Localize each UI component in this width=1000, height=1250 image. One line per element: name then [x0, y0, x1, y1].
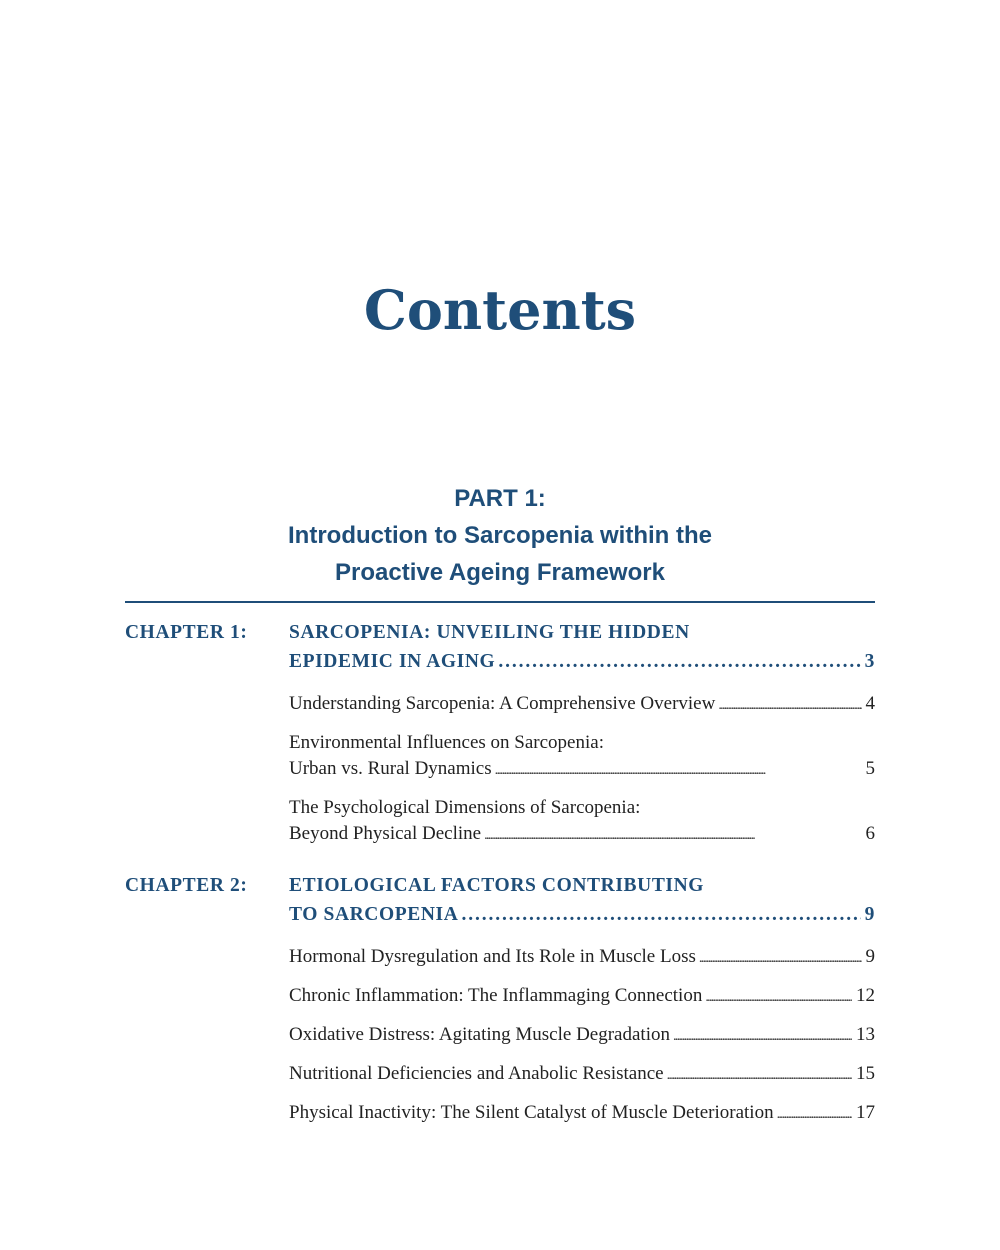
toc-entry[interactable] [289, 944, 875, 972]
toc-entry[interactable] [289, 691, 875, 719]
chapter-label: CHAPTER 1: [125, 622, 248, 643]
entry-page-number: 13 [856, 1024, 875, 1045]
entry-page-number: 4 [865, 693, 875, 714]
entry-title-line-2: Beyond Physical Decline [289, 823, 482, 844]
entry-page-number: 6 [865, 823, 875, 844]
entry-page-number: 5 [865, 758, 875, 779]
chapter-1-entries [289, 691, 875, 860]
toc-entry[interactable] [289, 730, 875, 784]
entry-title: Hormonal Dysregulation and Its Role in Muscle Loss [289, 946, 696, 967]
chapter-title-line-2: EPIDEMIC IN AGING [289, 651, 496, 672]
entry-page-number: 17 [856, 1102, 875, 1123]
page-title: Contents [363, 278, 637, 342]
entry-title: Nutritional Deficiencies and Anabolic Resistance [289, 1063, 664, 1084]
part-label: PART 1: [454, 485, 546, 512]
dot-leader [718, 693, 861, 719]
part-title-line-1: Introduction to Sarcopenia within the [288, 522, 712, 549]
toc-entry[interactable] [289, 1100, 875, 1128]
dot-leader [495, 758, 862, 784]
dot-leader [484, 823, 861, 849]
part-title-line-2: Proactive Ageing Framework [335, 559, 665, 586]
entry-title: Physical Inactivity: The Silent Catalyst of Muscle Deterioration [289, 1102, 774, 1123]
toc-entry[interactable] [289, 983, 875, 1011]
chapter-title-line-1: SARCOPENIA: UNVEILING THE HIDDEN [289, 622, 690, 643]
part-heading [0, 480, 1000, 591]
toc-entry[interactable] [289, 1061, 875, 1089]
entry-title: Oxidative Distress: Agitating Muscle Degradation [289, 1024, 670, 1045]
section-divider [125, 601, 875, 603]
entry-title-line-2: Urban vs. Rural Dynamics [289, 758, 492, 779]
entry-title-line-1: Environmental Influences on Sarcopenia: [289, 732, 604, 753]
chapter-page-number: 9 [864, 904, 875, 925]
entry-title-line-1: The Psychological Dimensions of Sarcopenia: [289, 797, 641, 818]
toc-entry[interactable] [289, 1022, 875, 1050]
chapter-page-number: 3 [864, 651, 875, 672]
entry-title: Understanding Sarcopenia: A Comprehensive Overview [289, 693, 716, 714]
toc-entry[interactable] [289, 795, 875, 849]
chapter-2-entries [289, 944, 875, 1139]
dot-leader [461, 900, 860, 929]
chapter-title-link[interactable] [289, 618, 875, 676]
entry-page-number: 15 [856, 1063, 875, 1084]
chapter-label: CHAPTER 2: [125, 875, 248, 896]
dot-leader [705, 985, 852, 1011]
chapter-title-link[interactable] [289, 871, 875, 929]
entry-page-number: 9 [865, 946, 875, 967]
dot-leader [673, 1024, 852, 1050]
dot-leader [667, 1063, 852, 1089]
chapter-title-line-1: ETIOLOGICAL FACTORS CONTRIBUTING [289, 875, 705, 896]
dot-leader [777, 1102, 852, 1128]
dot-leader [498, 647, 860, 676]
chapter-title-line-2: TO SARCOPENIA [289, 904, 459, 925]
entry-title: Chronic Inflammation: The Inflammaging Connection [289, 985, 703, 1006]
dot-leader [699, 946, 862, 972]
entry-page-number: 12 [856, 985, 875, 1006]
